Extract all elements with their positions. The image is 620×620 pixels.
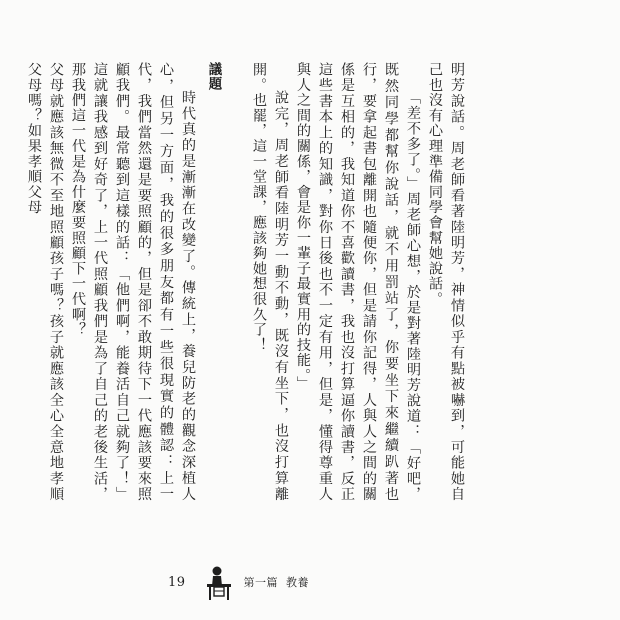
paragraph: 父母就應該無微不至地照顧孩子嗎？孩子就應該全心全意地孝順父母嗎？如果孝順父母: [26, 62, 64, 502]
paragraph-continuation: 明芳說話。周老師看著陸明芳，神情似乎有點被嚇到，可能她自己也沒有心理準備同學會幫她說話。: [427, 62, 465, 502]
paragraph: 「差不多了。」周老師心想，於是對著陸明芳說道：「好吧，既然同學都幫你說話，就不用罰站了，你要坐下來繼續趴著也行，要拿起書包離開也隨便你，但是請你記得，人與人之間的關係是互相的，我知道你不喜歡讀書，我也沒打算逼你讀書，反正這些書本上的知識，對你日後也不一定有用，但是，懂得尊重人與人之間的關係，會是你一輩子最實用的技能。」: [295, 62, 421, 502]
chapter-title: 教養: [286, 576, 310, 589]
page-number: 19: [168, 574, 186, 590]
page-footer: [168, 562, 309, 602]
chapter-label: 第一篇: [243, 576, 279, 589]
blank-line: [226, 62, 248, 502]
student-at-desk-icon: [204, 562, 234, 602]
paragraph: 時代真的是漸漸在改變了。傳統上，養兒防老的觀念深植人心，但另一方面，我的很多朋友都有一些很現實的體認：上一代，我們當然還是要照顧的，但是卻不敢期待下一代應該要來照顧我們。最常聽到這樣的話：「他們啊，能養活自己就夠了！」這就讓我感到好奇了，上一代照顧我們是為了自己的老後生活，那我們這一代是為什麼要照顧下一代啊？: [70, 62, 196, 502]
section-heading: 議題: [206, 62, 221, 91]
body-text: [23, 62, 468, 502]
paragraph: 說完，周老師看陸明芳一動不動，既沒有坐下，也沒打算離開。也罷，這一堂課，應該夠她想很久了！: [251, 62, 289, 502]
